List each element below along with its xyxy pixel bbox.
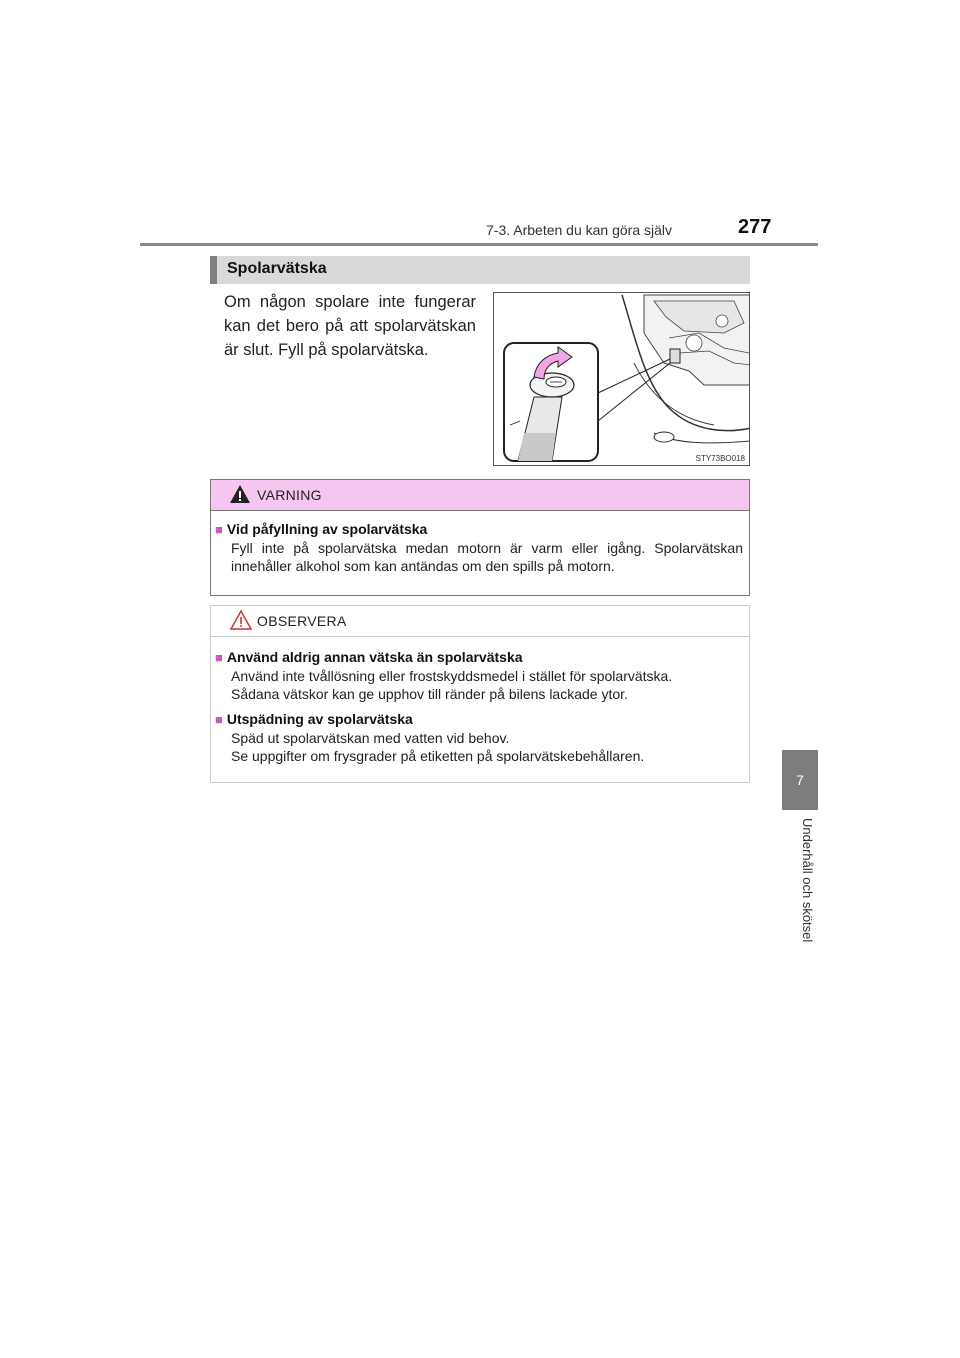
notice-item	[215, 648, 743, 703]
notice-header	[211, 606, 749, 637]
caution-triangle-icon	[229, 609, 253, 631]
notice-item-title: ■ Använd aldrig annan vätska än spolarvätska	[215, 649, 523, 665]
notice-item	[215, 710, 743, 765]
warning-label: VARNING	[257, 487, 322, 503]
engine-bay-drawing	[494, 293, 750, 466]
figure-code: STY73BO018	[695, 454, 745, 463]
section-heading: Spolarvätska	[227, 260, 327, 277]
notice-item-title: ■ Utspädning av spolarvätska	[215, 711, 413, 727]
warning-header	[211, 480, 749, 511]
bullet-square-icon: ■	[215, 522, 223, 537]
header-divider	[140, 243, 818, 246]
washer-fluid-illustration	[493, 292, 750, 466]
notice-item-body-line: Späd ut spolarvätskan med vatten vid behov.	[231, 730, 510, 746]
chapter-label: Underhåll och skötsel	[800, 818, 815, 943]
notice-item-body-line: Sådana vätskor kan ge upphov till ränder på bilens lackade ytor.	[231, 686, 628, 702]
notice-item-body-line: Använd inte tvållösning eller frostskyddsmedel i stället för spolarvätska.	[231, 668, 673, 684]
warning-item	[215, 520, 743, 575]
notice-item-body-line: Se uppgifter om frysgrader på etiketten på spolarvätskebehållaren.	[231, 748, 645, 764]
bullet-square-icon: ■	[215, 650, 223, 665]
intro-paragraph: Om någon spolare inte fungerar kan det bero på att spolarvätskan är slut. Fyll på spolarvätska.	[224, 293, 476, 359]
notice-box	[210, 605, 750, 783]
warning-item-body: Fyll inte på spolarvätska medan motorn är varm eller igång. Spolarvätskan innehåller alkohol som kan antändas om den spills på motorn.	[231, 540, 743, 574]
warning-triangle-icon	[229, 483, 251, 505]
section-heading-bar	[210, 256, 750, 284]
warning-box	[210, 479, 750, 596]
chapter-tab: 7	[782, 750, 818, 810]
bullet-square-icon: ■	[215, 712, 223, 727]
section-title: 7-3. Arbeten du kan göra själv	[486, 222, 673, 238]
page-number: 277	[738, 216, 772, 238]
warning-item-title: ■ Vid påfyllning av spolarvätska	[215, 521, 428, 537]
notice-label: OBSERVERA	[257, 613, 347, 629]
